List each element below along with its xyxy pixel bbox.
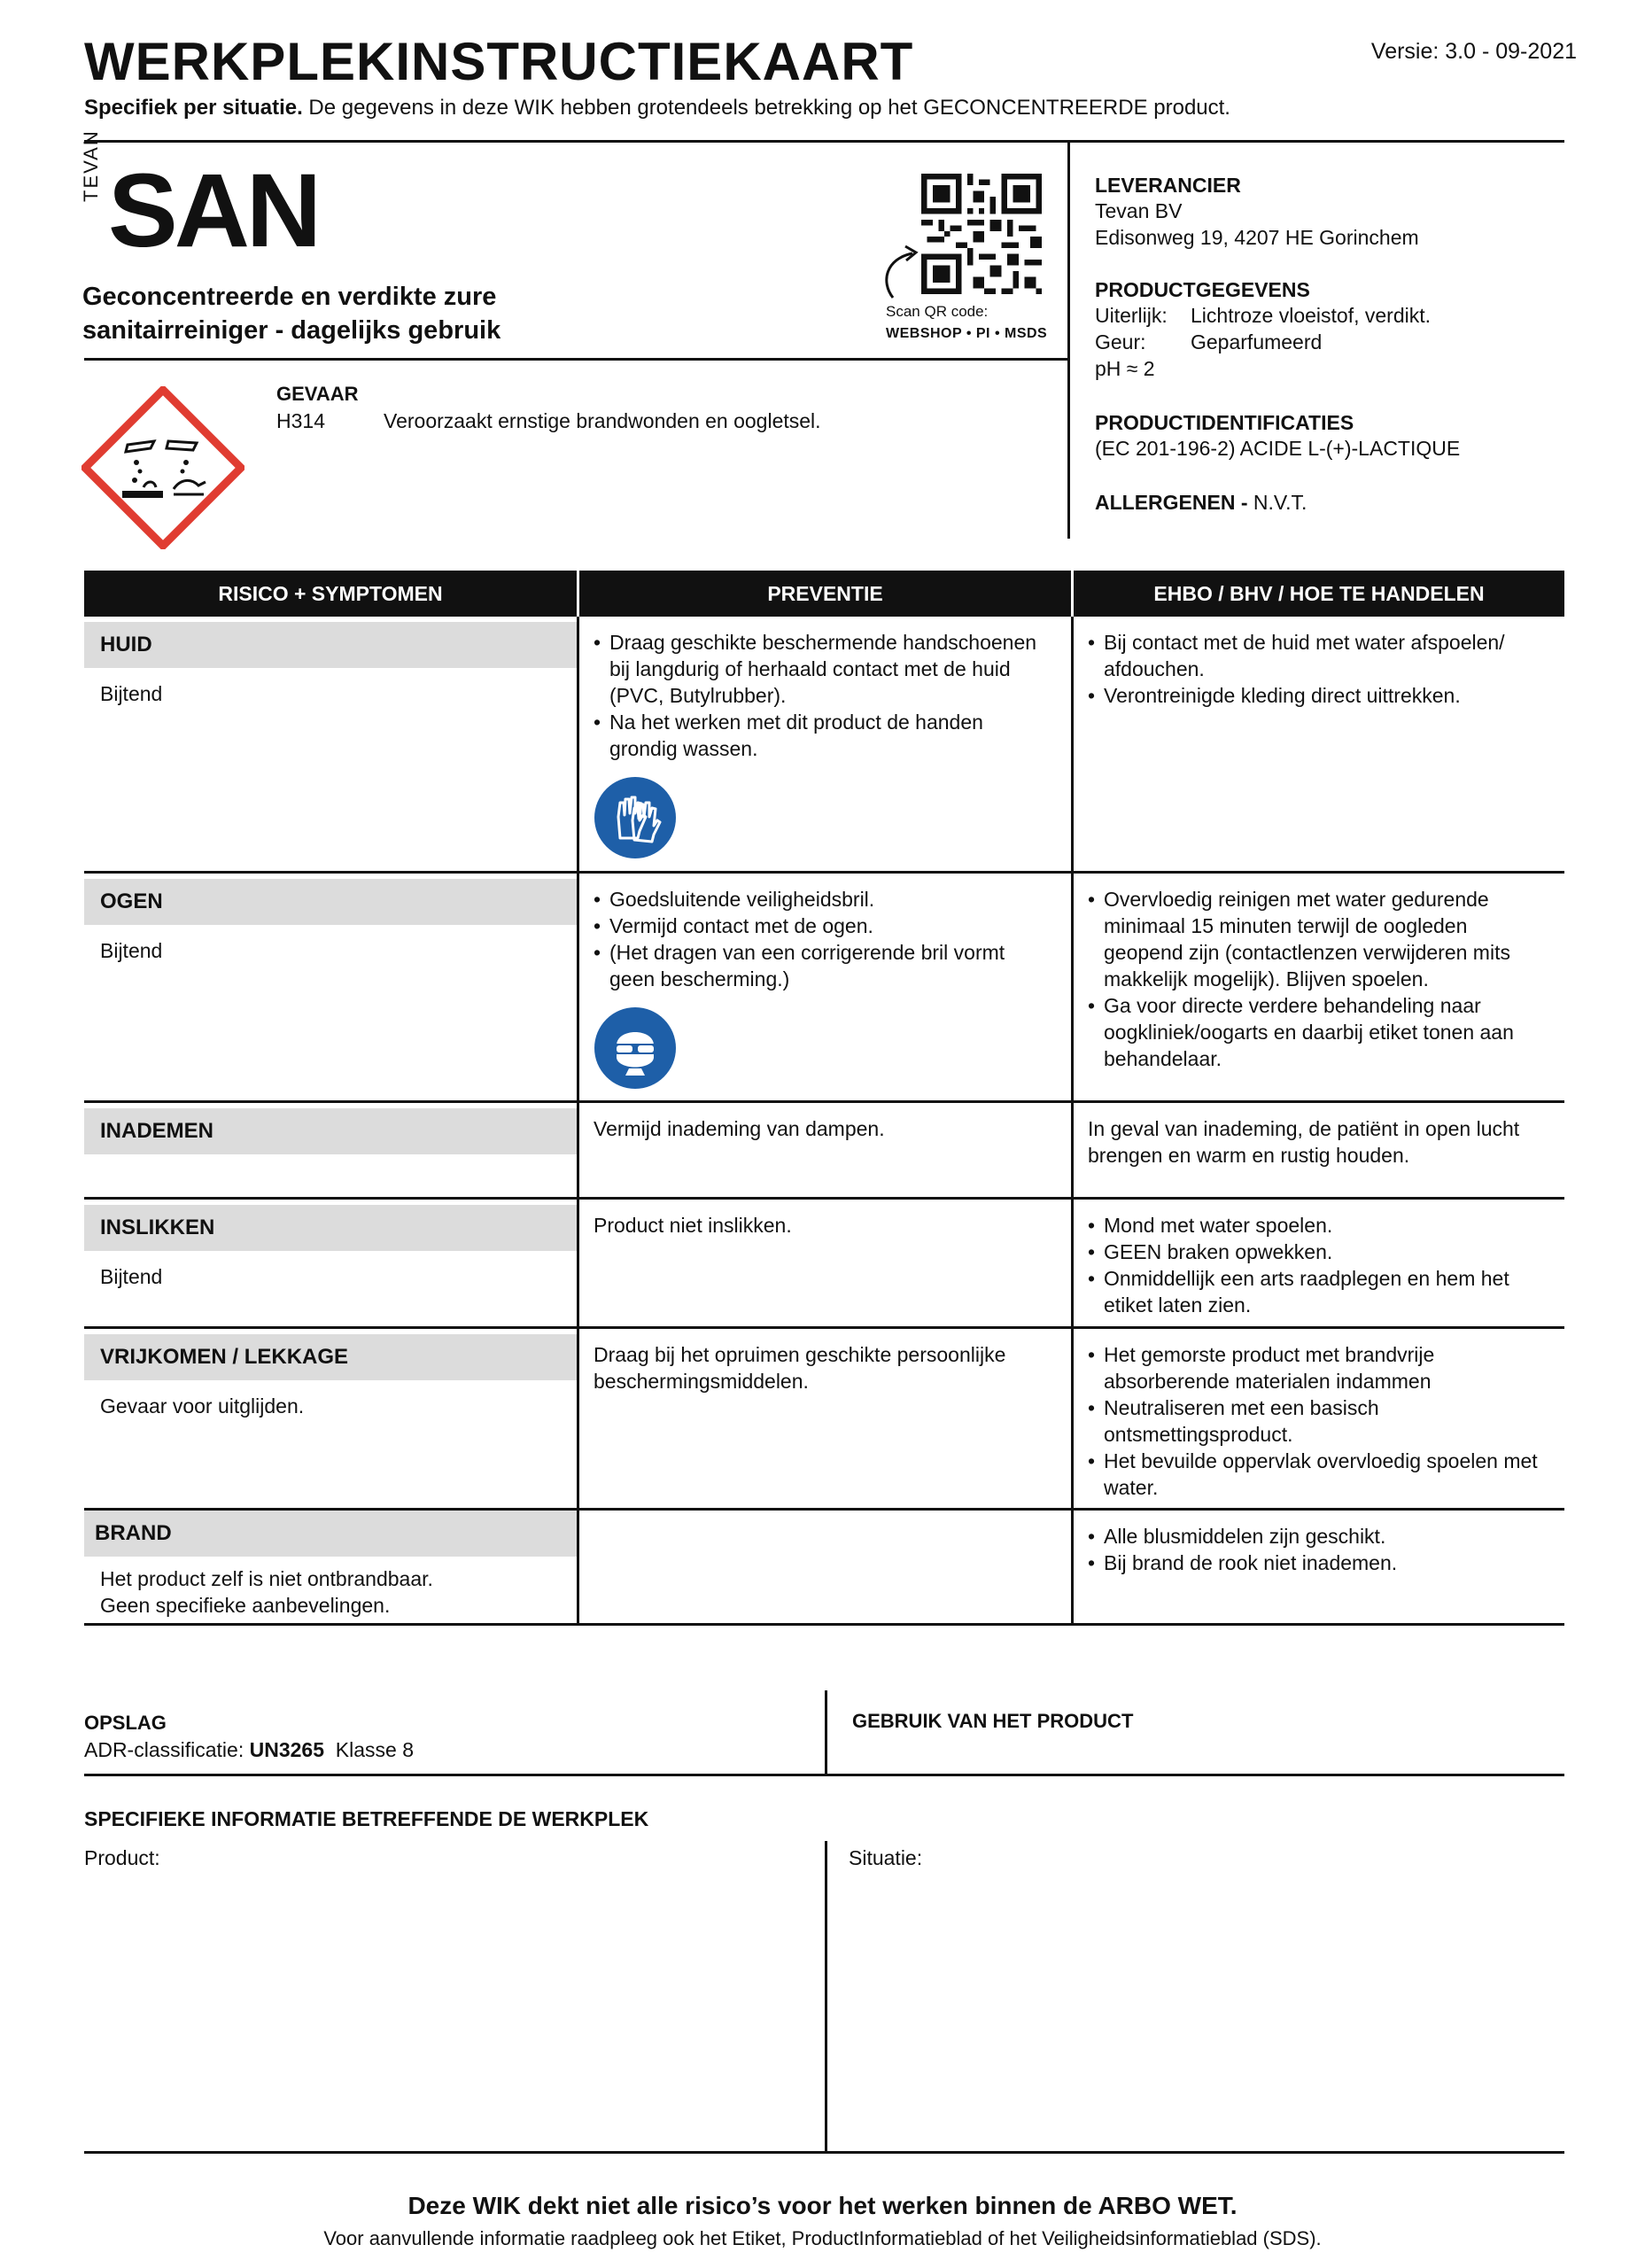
list-item: • Onmiddellijk een arts raadplegen en hem het etiket laten zien. [1088,1265,1548,1318]
firstaid-cell [1071,1511,1564,1623]
risk-cell [84,1329,577,1508]
ph-value: pH ≈ 2 [1095,357,1155,380]
list-item: • Bij contact met de huid met water afspoelen/ afdouchen. [1088,629,1548,682]
signal-word: GEVAAR [276,383,359,405]
curved-arrow-icon [877,239,930,301]
brand-name: SAN [108,152,319,269]
prevention-text: Product niet inslikken. [594,1214,792,1237]
corrosive-ghs-icon [81,386,244,549]
list-item: • Neutraliseren met een basisch ontsmettingsproduct. [1088,1394,1548,1448]
adr-classification [84,1738,414,1762]
adr-class: Klasse 8 [335,1738,414,1761]
risk-cell [84,1103,577,1197]
risk-heading: INSLIKKEN [84,1205,577,1251]
supplier-block [1095,174,1419,251]
risk-symptom: Bijtend [100,1265,163,1288]
appearance-value: Lichtroze vloeistof, verdikt. [1191,304,1432,327]
goggles-icon [594,1006,677,1090]
qr-links: WEBSHOP • PI • MSDS [886,326,1048,341]
header-firstaid: EHBO / BHV / HOE TE HANDELEN [1071,571,1564,617]
list-item: • Ga voor directe verdere behandeling naar oogkliniek/oogarts en daarbij etiket tonen aan behandelaar. [1088,992,1548,1072]
odour-row [1095,329,1431,355]
product-identification-value: (EC 201-196-2) ACIDE L-(+)-LACTIQUE [1095,437,1461,460]
list-item: • Na het werken met dit product de handen grondig wassen. [594,709,1055,762]
workplace-divider [825,1841,827,2153]
firstaid-cell [1071,874,1564,1100]
firstaid-cell [1071,617,1564,871]
risk-symptom: Bijtend [100,682,163,705]
list-item: • Vermijd contact met de ogen. [594,913,1055,939]
odour-value: Geparfumeerd [1191,330,1323,353]
firstaid-cell [1071,1329,1564,1508]
list-item: • GEEN braken opwekken. [1088,1239,1548,1265]
header-divider [84,140,1564,143]
odour-label: Geur: [1095,330,1146,353]
storage-bottom-divider [84,1774,1564,1776]
table-row [84,1103,1564,1200]
prevention-cell [577,1103,1071,1197]
allergens-heading: ALLERGENEN [1095,491,1236,514]
risk-cell [84,874,577,1100]
qr-code-icon[interactable] [921,174,1042,294]
footer-disclaimer: Deze WIK dekt niet alle risico’s voor het werken binnen de ARBO WET. [407,2192,1238,2219]
table-row [84,874,1564,1103]
list-item: • (Het dragen van een corrigerende bril vormt geen bescherming.) [594,939,1055,992]
table-row [84,1200,1564,1329]
brand-prefix: TEVAN [80,129,102,202]
risk-heading: HUID [84,622,577,668]
risk-heading: BRAND [84,1511,577,1557]
firstaid-cell [1071,1103,1564,1197]
brand-divider [84,358,1069,361]
prevention-cell [577,1511,1071,1623]
product-description [82,280,578,347]
prevention-cell [577,1329,1071,1508]
allergens-value: N.V.T. [1253,491,1307,514]
adr-label: ADR-classificatie: [84,1738,250,1761]
document-subtitle [84,96,1230,120]
header-risk: RISICO + SYMPTOMEN [84,571,577,617]
appearance-label: Uiterlijk: [1095,304,1168,327]
risk-heading: INADEMEN [84,1108,577,1154]
prevention-text: Draag bij het opruimen geschikte persoonlijke beschermingsmiddelen. [594,1343,1006,1393]
risk-cell [84,617,577,871]
table-header [84,571,1564,617]
product-description-line1: Geconcentreerde en verdikte zure [82,283,497,311]
footer-divider [84,2151,1564,2154]
workplace-product-label: Product: [84,1846,160,1869]
risk-symptom: Gevaar voor uitglijden. [100,1394,305,1418]
hazard-code: H314 [276,409,325,432]
prevention-cell [577,1200,1071,1326]
supplier-heading: LEVERANCIER [1095,174,1241,197]
list-item: • Alle blusmiddelen zijn geschikt. [1088,1523,1548,1550]
table-row [84,617,1564,874]
risk-symptom: Bijtend [100,939,163,962]
storage-heading: OPSLAG [84,1712,167,1734]
prevention-text: Vermijd inademing van dampen. [594,1117,885,1140]
risk-heading: OGEN [84,879,577,925]
list-item: • Overvloedig reinigen met water gedurende minimaal 15 minuten terwijl de oogleden geopend zijn (contactlenzen verwijderen mits makkelijk mogelijk). Blijven spoelen. [1088,886,1548,992]
allergens-separator: - [1235,491,1253,514]
list-item: • Bij brand de rook niet inademen. [1088,1550,1548,1576]
risk-symptom [84,1557,577,1619]
document-title: WERKPLEKINSTRUCTIEKAART [84,32,914,91]
workplace-heading: SPECIFIEKE INFORMATIE BETREFFENDE DE WERKPLEK [84,1807,649,1830]
usage-heading: GEBRUIK VAN HET PRODUCT [852,1710,1134,1732]
allergens-row [1095,489,1307,516]
footer-note: Voor aanvullende informatie raadpleeg ook het Etiket, ProductInformatieblad of het Veiligheidsinformatieblad (SDS). [323,2227,1322,2249]
product-identification-heading: PRODUCTIDENTIFICATIES [1095,411,1354,434]
list-item: • Het bevuilde oppervlak overvloedig spoelen met water. [1088,1448,1548,1501]
risk-table [84,571,1564,1626]
risk-cell [84,1200,577,1326]
supplier-address: Edisonweg 19, 4207 HE Gorinchem [1095,226,1419,249]
workplace-situation-label: Situatie: [849,1846,923,1869]
firstaid-text: In geval van inademing, de patiënt in open lucht brengen en warm en rustig houden. [1088,1117,1520,1167]
table-row [84,1329,1564,1511]
risk-symptom-line: Het product zelf is niet ontbrandbaar. [100,1567,433,1590]
product-description-line2: sanitairreiniger - dagelijks gebruik [82,316,501,345]
risk-cell [84,1511,577,1623]
prevention-cell [577,874,1071,1100]
product-identification-block [1095,411,1460,462]
header-prevention: PREVENTIE [577,571,1071,617]
column-divider [1067,140,1070,539]
hazard-statement: Veroorzaakt ernstige brandwonden en oogletsel. [384,409,821,432]
list-item: • Mond met water spoelen. [1088,1212,1548,1239]
firstaid-cell [1071,1200,1564,1326]
supplier-name: Tevan BV [1095,199,1183,222]
subtitle-bold: Specifiek per situatie. [84,96,303,120]
risk-heading: VRIJKOMEN / LEKKAGE [84,1334,577,1380]
storage-divider [825,1690,827,1774]
table-row [84,1511,1564,1626]
product-data-block [1095,278,1431,382]
qr-caption: Scan QR code: [886,303,989,320]
prevention-cell [577,617,1071,871]
list-item: • Verontreinigde kleding direct uittrekken. [1088,682,1548,709]
subtitle-rest: De gegevens in deze WIK hebben grotendeels betrekking op het GECONCENTREERDE product. [302,96,1230,120]
list-item: • Draag geschikte beschermende handschoenen bij langdurig of herhaald contact met de huid (PVC, Butylrubber). [594,629,1055,709]
gloves-icon [594,776,677,859]
un-number: UN3265 [249,1738,324,1761]
list-item: • Het gemorste product met brandvrije absorberende materialen indammen [1088,1341,1548,1394]
version-label: Versie: 3.0 - 09-2021 [1370,39,1577,64]
list-item: • Goedsluitende veiligheidsbril. [594,886,1055,913]
appearance-row [1095,302,1431,329]
product-data-heading: PRODUCTGEGEVENS [1095,278,1310,301]
risk-symptom-line: Geen specifieke aanbevelingen. [100,1594,391,1617]
